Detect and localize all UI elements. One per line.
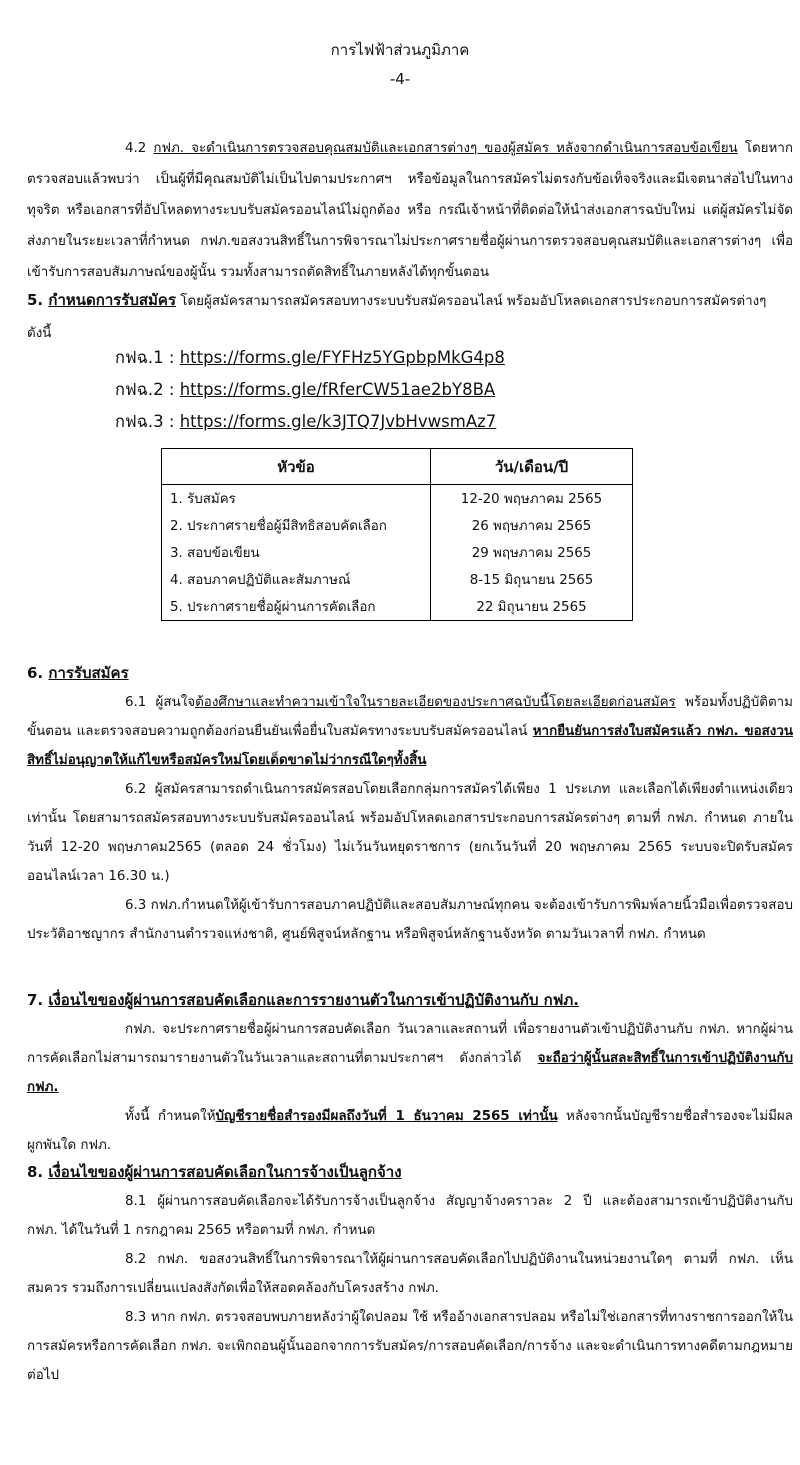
section-title: การรับสมัคร: [48, 664, 129, 682]
section-6-body: [27, 688, 793, 949]
schedule-table: [161, 448, 633, 621]
link-label: กฟฉ.3 :: [115, 412, 180, 431]
paragraph-6-3: 6.3 กฟภ.กำหนดให้ผู้เข้ารับการสอบภาคปฏิบัติและสอบสัมภาษณ์ทุกคน จะต้องเข้ารับการพิมพ์ลายนิ้วมือเพื่อตรวจสอบประวัติอาชญากร สำนักงานตำรวจแห่งชาติ, ศูนย์พิสูจน์หลักฐาน หรือพิสูจน์หลักฐานจังหวัด ตามวันเวลาที่ กฟภ. กำหนด: [27, 898, 793, 942]
section-5: [27, 285, 793, 349]
paragraph-text: กฟภ. จะประกาศรายชื่อผู้ผ่านการสอบคัดเลือก วันเวลาและสถานที่ เพื่อรายงานตัวเข้าปฏิบัติงานกับ กฟภ. หากผู้ผ่านการคัดเลือกไม่สามารถมารายงานตัวในวันเวลาและสถานที่ตามประกาศฯ ดังกล่าวได้: [27, 1022, 793, 1066]
table-header-row: [162, 449, 633, 485]
section-7: [27, 985, 793, 1015]
form-link-1[interactable]: https://forms.gle/FYFHz5YGpbpMkG4p8: [179, 348, 505, 367]
section-7-body: [27, 1015, 793, 1160]
section-text: โดยผู้สมัครสามารถสมัครสอบทางระบบรับสมัครออนไลน์ พร้อมอัปโหลดเอกสารประกอบการสมัครต่างๆ ดังนี้: [27, 294, 767, 341]
underlined-text: กฟภ. จะดำเนินการตรวจสอบคุณสมบัติและเอกสารต่างๆ ของผู้สมัคร หลังจากดำเนินการสอบข้อเขียน: [153, 141, 738, 156]
bold-notice: จะถือว่าผู้นั้นสละสิทธิ์ในการเข้าปฏิบัติงานกับ กฟภ.: [27, 1051, 793, 1095]
underlined-text: ต้องศึกษาและทำความเข้าใจในรายละเอียดของประกาศฉบับนี้โดยละเอียดก่อนสมัคร: [195, 695, 676, 710]
paragraph-text: หลังจากนั้นบัญชีรายชื่อสำรองจะไม่มีผลผูกพันใด กฟภ.: [27, 1109, 793, 1153]
table-row: [162, 539, 633, 566]
header-date: วัน/เดือน/ปี: [431, 449, 633, 485]
section-title: เงื่อนไขของผู้ผ่านการสอบคัดเลือกในการจ้างเป็นลูกจ้าง: [48, 1163, 402, 1181]
link-label: กฟฉ.2 :: [115, 380, 180, 399]
section-8: [27, 1157, 793, 1187]
bold-notice: หากยืนยันการส่งใบสมัครแล้ว กฟภ. ขอสงวนสิทธิ์ไม่อนุญาตให้แก้ไขหรือสมัครใหม่โดยเด็ดขาดไม่ว่ากรณีใดๆทั้งสิ้น: [27, 724, 793, 768]
paragraph-4-2: [27, 133, 793, 288]
table-cell: 26 พฤษภาคม 2565: [431, 512, 633, 539]
section-6: [27, 658, 793, 688]
form-link-2[interactable]: https://forms.gle/fRferCW51ae2bY8BA: [179, 380, 496, 399]
organization-name: การไฟฟ้าส่วนภูมิภาค: [330, 41, 470, 59]
paragraph-text: พร้อมทั้งปฏิบัติตามขั้นตอน และตรวจสอบความถูกต้องก่อนยืนยันเพื่อยื่นใบสมัครทางระบบรับสมัครออนไลน์: [27, 695, 793, 739]
section-number: 5.: [27, 291, 49, 309]
section-number: 6.: [27, 664, 49, 682]
paragraph-8-3: 8.3 หาก กฟภ. ตรวจสอบพบภายหลังว่าผู้ใดปลอม ใช้ หรืออ้างเอกสารปลอม หรือไม่ใช่เอกสารที่ทางราชการออกให้ในการสมัครหรือการคัดเลือก กฟภ. จะเพิกถอนผู้นั้นออกจากการรับสมัคร/การสอบคัดเลือก/การจ้าง และจะดำเนินการทางคดีตามกฎหมายต่อไป: [27, 1310, 793, 1383]
table-row: [162, 593, 633, 621]
paragraph-text: 6.1 ผู้สนใจ: [125, 695, 196, 710]
link-row: [115, 342, 505, 374]
paragraph-text: โดยหากตรวจสอบแล้วพบว่า เป็นผู้ที่มีคุณสมบัติไม่เป็นไปตามประกาศฯ หรือข้อมูลในการสมัครไม่ตรงกับข้อเท็จจริงและมีเจตนาส่อไปในทางทุจริต หรือเอกสารที่อัปโหลดทางระบบรับสมัครออนไลน์ไม่ถูกต้อง หรือ กรณีเจ้าหน้าที่ติดต่อให้นำส่งเอกสารฉบับใหม่ แต่ผู้สมัครไม่จัดส่งภายในระยะเวลาที่กำหนด กฟภ.ขอสงวนสิทธิ์ในการพิจารณาไม่ประกาศรายชื่อผู้ผ่านการตรวจสอบคุณสมบัติและเอกสารต่างๆ เพื่อเข้ารับการสอบสัมภาษณ์ของผู้นั้น รวมทั้งสามารถตัดสิทธิ์ในภายหลังได้ทุกขั้นตอน: [27, 141, 793, 280]
table-cell: 29 พฤษภาคม 2565: [431, 539, 633, 566]
paragraph-8-2: 8.2 กฟภ. ขอสงวนสิทธิ์ในการพิจารณาให้ผู้ผ่านการสอบคัดเลือกไปปฏิบัติงานในหน่วยงานใดๆ ตามที่ กฟภ. เห็นสมควร รวมถึงการเปลี่ยนแปลงสังกัดเพื่อให้สอดคล้องกับโครงสร้าง กฟภ.: [27, 1252, 793, 1296]
form-link-3[interactable]: https://forms.gle/k3JTQ7JvbHvwsmAz7: [179, 412, 497, 431]
table-cell: 5. ประกาศรายชื่อผู้ผ่านการคัดเลือก: [162, 593, 431, 621]
paragraph-text: ทั้งนี้ กำหนดให้: [125, 1109, 216, 1124]
clause-number: 4.2: [125, 141, 154, 156]
table-cell: 2. ประกาศรายชื่อผู้มีสิทธิสอบคัดเลือก: [162, 512, 431, 539]
link-row: [115, 406, 505, 438]
link-label: กฟฉ.1 :: [115, 348, 180, 367]
table-cell: 22 มิถุนายน 2565: [431, 593, 633, 621]
link-row: [115, 374, 505, 406]
table-cell: 8-15 มิถุนายน 2565: [431, 566, 633, 593]
section-title: กำหนดการรับสมัคร: [48, 291, 177, 309]
application-links: [115, 342, 505, 438]
table-row: [162, 512, 633, 539]
paragraph-6-2: 6.2 ผู้สมัครสามารถดำเนินการสมัครสอบโดยเลือกกลุ่มการสมัครได้เพียง 1 ประเภท และเลือกได้เพียงตำแหน่งเดียวเท่านั้น โดยสามารถสมัครสอบทางระบบรับสมัครออนไลน์ พร้อมอัปโหลดเอกสารประกอบการสมัครต่างๆ ตามที่ กฟภ. กำหนด ภายในวันที่ 12-20 พฤษภาคม2565 (ตลอด 24 ชั่วโมง) ไม่เว้นวันหยุดราชการ (ยกเว้นวันที่ 20 พฤษภาคม 2565 ระบบจะปิดรับสมัครออนไลน์เวลา 16.30 น.): [27, 782, 793, 884]
page-number: -4-: [389, 70, 411, 88]
header-topic: หัวข้อ: [162, 449, 431, 485]
paragraph-8-1: 8.1 ผู้ผ่านการสอบคัดเลือกจะได้รับการจ้างเป็นลูกจ้าง สัญญาจ้างคราวละ 2 ปี และต้องสามารถเข้าปฏิบัติงานกับ กฟภ. ได้ในวันที่ 1 กรกฎาคม 2565 หรือตามที่ กฟภ. กำหนด: [27, 1194, 793, 1238]
table-cell: 12-20 พฤษภาคม 2565: [431, 485, 633, 513]
table-row: [162, 566, 633, 593]
section-number: 7.: [27, 991, 49, 1009]
section-8-body: [27, 1187, 793, 1390]
table-cell: 1. รับสมัคร: [162, 485, 431, 513]
table-row: [162, 485, 633, 513]
bold-notice: บัญชีรายชื่อสำรองมีผลถึงวันที่ 1 ธันวาคม 2565 เท่านั้น: [215, 1109, 558, 1124]
table-cell: 3. สอบข้อเขียน: [162, 539, 431, 566]
section-number: 8.: [27, 1163, 49, 1181]
section-title: เงื่อนไขของผู้ผ่านการสอบคัดเลือกและการรายงานตัวในการเข้าปฏิบัติงานกับ กฟภ.: [48, 991, 579, 1009]
table-cell: 4. สอบภาคปฏิบัติและสัมภาษณ์: [162, 566, 431, 593]
